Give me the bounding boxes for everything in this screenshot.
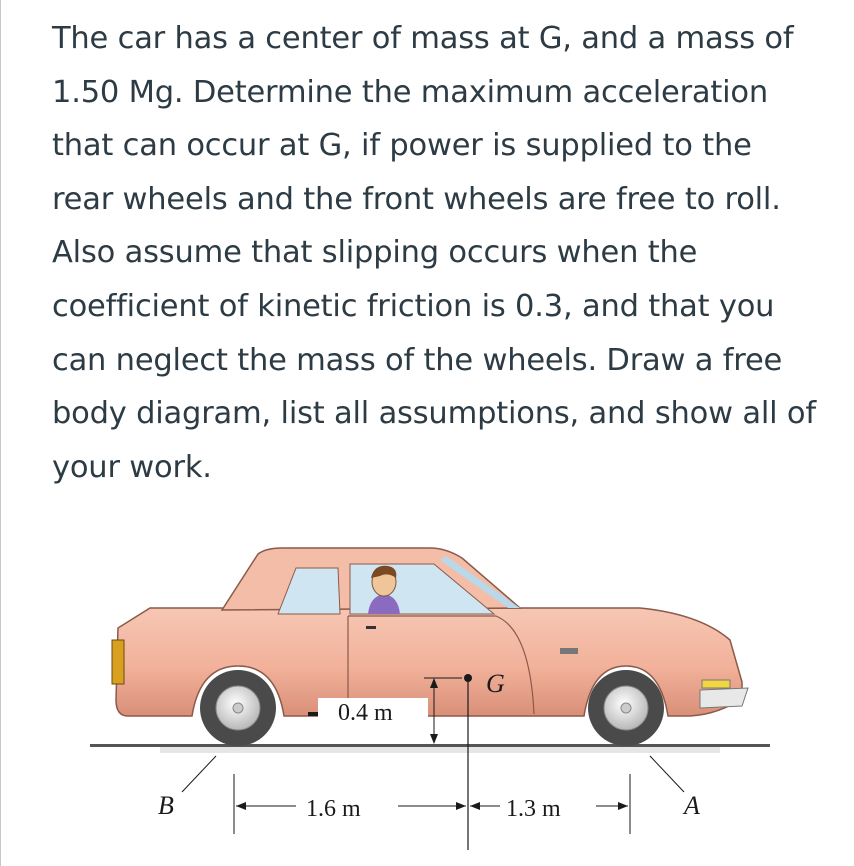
problem-line-4: rear wheels and the front wheels are free to roll.	[52, 181, 781, 217]
dim-arrow-rear-right	[456, 802, 466, 810]
label-A: A	[684, 791, 700, 820]
rear-wheel	[200, 670, 276, 746]
problem-line-7: can neglect the mass of the wheels. Draw a free	[52, 342, 783, 378]
problem-line-5: Also assume that slipping occurs when the	[52, 235, 698, 271]
ground-line	[90, 744, 770, 747]
height-dim-arrow-down	[430, 734, 438, 744]
leader-A	[650, 756, 684, 792]
problem-line-2: 1.50 Mg. Determine the maximum acceleration	[52, 74, 769, 110]
dim-arrow-rear-left	[236, 802, 246, 810]
problem-line-1: The car has a center of mass at G, and a mass of	[52, 21, 794, 56]
problem-line-9: your work.	[52, 449, 212, 485]
problem-statement	[52, 12, 842, 494]
emblem	[560, 648, 578, 654]
front-wheel	[588, 670, 664, 746]
label-front-distance: 1.3 m	[506, 796, 561, 822]
label-rear-distance: 1.6 m	[306, 796, 361, 822]
label-G: G	[486, 669, 505, 698]
door-handle	[366, 626, 376, 629]
problem-line-8: body diagram, list all assumptions, and show all of	[52, 396, 816, 432]
problem-line-6: coefficient of kinetic friction is 0.3, and that you	[52, 288, 775, 324]
label-height: 0.4 m	[338, 700, 393, 726]
height-label-dash	[308, 712, 318, 716]
front-bumper	[700, 688, 748, 708]
rear-bumper	[112, 640, 124, 684]
dim-arrow-front-right	[618, 802, 628, 810]
ground-shadow	[160, 747, 720, 753]
dim-arrow-front-left	[470, 802, 480, 810]
leader-B	[182, 756, 216, 792]
label-B: B	[158, 791, 174, 820]
car-diagram	[0, 530, 854, 866]
problem-line-3: that can occur at G, if power is supplied to the	[52, 128, 752, 164]
headlight	[702, 680, 730, 688]
center-of-mass-dot	[464, 674, 472, 682]
